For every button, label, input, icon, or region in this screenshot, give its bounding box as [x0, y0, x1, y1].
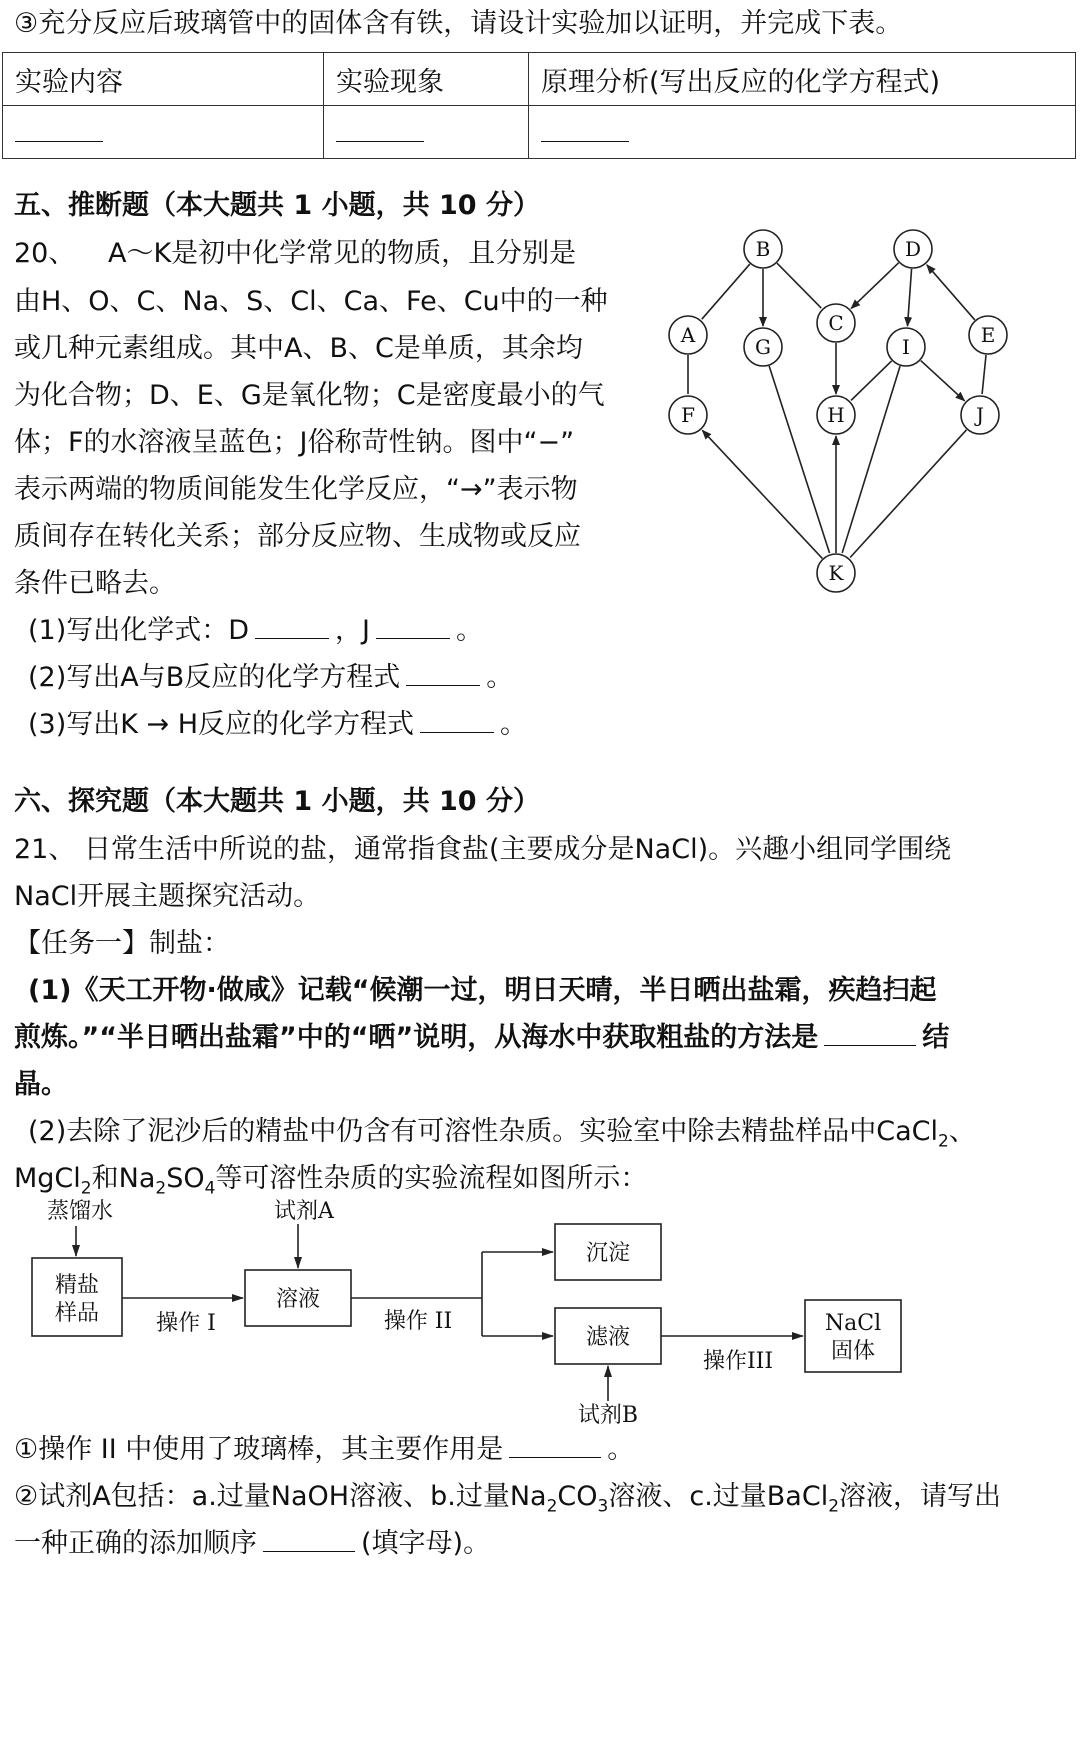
- table-row: [3, 106, 1076, 159]
- sample-label: 精盐: [54, 1273, 100, 1298]
- conversion-arrow: [927, 265, 975, 320]
- reaction-line: [982, 355, 986, 394]
- filtrate-label: 滤液: [585, 1325, 631, 1350]
- subscript: 2: [546, 1496, 558, 1517]
- section-title: 五、推断题（本大题共 1 小题，共 10 分）: [14, 190, 540, 221]
- sub-question-1: [28, 611, 483, 651]
- question-text-line: [14, 1018, 949, 1058]
- node-label: C: [828, 311, 844, 335]
- table-header-cell: 实验内容: [3, 53, 324, 106]
- period: 。: [607, 1434, 635, 1465]
- question-text: 等可溶性杂质的实验流程如图所示：: [215, 1163, 648, 1194]
- answer-cell[interactable]: [3, 106, 324, 159]
- operation-label: 操作 II: [383, 1309, 453, 1334]
- sub-question-3: [28, 705, 527, 745]
- reagent-label: 试剂B: [577, 1403, 639, 1426]
- reaction-line: [851, 361, 892, 400]
- period: 。: [486, 662, 514, 693]
- conversion-arrow: [851, 263, 898, 309]
- question-text-line: 晶。: [14, 1069, 68, 1100]
- question-text-line: [14, 1430, 634, 1470]
- task-heading: 【任务一】制盐：: [14, 928, 230, 959]
- question-text-line: (1)《天工开物·做咸》记载“候潮一过，明日天晴，半日晒出盐霜，疾趋扫起: [28, 975, 937, 1006]
- node-label: G: [755, 335, 771, 359]
- solution-label: 溶液: [275, 1287, 321, 1312]
- question-text: CO: [557, 1481, 598, 1512]
- section-title: 六、探究题（本大题共 1 小题，共 10 分）: [14, 786, 540, 817]
- answer-blank[interactable]: [509, 1431, 601, 1458]
- question-text: 煎炼。”“半日晒出盐霜”中的“晒”说明，从海水中获取粗盐的方法是: [14, 1022, 819, 1053]
- relationship-diagram: [660, 225, 1070, 595]
- sub-question-text: (3)写出K → H反应的化学方程式: [28, 709, 415, 740]
- reaction-line: [777, 263, 821, 308]
- question-text-line: 由H、O、C、Na、S、Cl、Ca、Fe、Cu中的一种: [14, 286, 608, 317]
- subscript: 2: [938, 1131, 949, 1152]
- node-label: F: [681, 403, 695, 427]
- question-text: 溶液，请写出: [839, 1481, 1002, 1512]
- reagent-label: 试剂A: [274, 1199, 334, 1224]
- question-text-line: 体；F的水溶液呈蓝色；J俗称苛性钠。图中“−”: [14, 427, 575, 458]
- sub-question-2: [28, 658, 513, 698]
- question-text: 结: [922, 1022, 950, 1053]
- question-text: 溶液、c.过量BaCl: [608, 1481, 829, 1512]
- table-header-cell: 实验现象: [324, 53, 529, 106]
- water-label: 蒸馏水: [46, 1199, 114, 1224]
- answer-blank[interactable]: [263, 1525, 355, 1552]
- subscript: 2: [828, 1496, 840, 1517]
- answer-cell[interactable]: [324, 106, 529, 159]
- node-label: D: [904, 237, 922, 261]
- node-label: A: [680, 323, 696, 347]
- table-header-cell: 原理分析(写出反应的化学方程式): [529, 53, 1076, 106]
- subscript: 3: [597, 1496, 609, 1517]
- question-text: MgCl: [14, 1163, 81, 1194]
- operation-label: 操作III: [702, 1349, 774, 1374]
- subscript: 4: [204, 1178, 216, 1199]
- answer-blank[interactable]: [406, 659, 480, 686]
- question-text-line: 21、 日常生活中所说的盐，通常指食盐(主要成分是NaCl)。兴趣小组同学围绕: [14, 834, 952, 865]
- node-label: J: [975, 403, 985, 427]
- question-text: ②试剂A包括：a.过量NaOH溶液、b.过量Na: [14, 1481, 547, 1512]
- table-header-row: [3, 53, 1076, 106]
- answer-blank[interactable]: [541, 115, 629, 142]
- question-text: (2)去除了泥沙后的精盐中仍含有可溶性杂质。实验室中除去精盐样品中CaCl: [28, 1116, 938, 1147]
- experiment-table: [2, 52, 1076, 159]
- reaction-line: [702, 264, 750, 319]
- sub-question-text: (1)写出化学式：D: [28, 615, 250, 646]
- operation-label: 操作 I: [156, 1311, 216, 1336]
- reaction-line: [850, 430, 966, 558]
- answer-blank[interactable]: [255, 612, 329, 639]
- question-text: 、: [948, 1116, 976, 1147]
- precipitate-label: 沉淀: [585, 1241, 631, 1266]
- sub-question-text: ，J: [335, 615, 371, 646]
- question-text: SO: [166, 1163, 205, 1194]
- question-text-line: 为化合物；D、E、G是氧化物；C是密度最小的气: [14, 380, 605, 411]
- question-text-line: 条件已略去。: [14, 568, 176, 599]
- question-text: ①操作 II 中使用了玻璃棒，其主要作用是: [14, 1434, 504, 1465]
- node-label: I: [902, 335, 910, 359]
- question-text: 一种正确的添加顺序: [14, 1528, 257, 1559]
- purification-flowchart: [0, 1196, 1080, 1426]
- node-label: K: [828, 561, 844, 585]
- subscript: 2: [80, 1178, 92, 1199]
- question-number: 20、: [14, 238, 76, 269]
- conversion-arrow: [921, 361, 965, 401]
- sub-question-text: (2)写出A与B反应的化学方程式: [28, 662, 401, 693]
- nacl-label: NaCl: [824, 1311, 882, 1336]
- answer-cell[interactable]: [529, 106, 1076, 159]
- question-text-line: 表示两端的物质间能发生化学反应，“→”表示物: [14, 474, 578, 505]
- question-text: (填字母)。: [361, 1528, 491, 1559]
- reaction-line: [769, 366, 829, 553]
- answer-blank[interactable]: [376, 612, 450, 639]
- subscript: 2: [155, 1178, 167, 1199]
- node-label: E: [980, 323, 996, 347]
- answer-blank[interactable]: [824, 1019, 916, 1046]
- period: 。: [500, 709, 528, 740]
- conversion-arrow: [907, 269, 911, 326]
- question-text-line: 质间存在转化关系；部分反应物、生成物或反应: [14, 521, 581, 552]
- question-text-line: ③充分反应后玻璃管中的固体含有铁，请设计实验加以证明，并完成下表。: [14, 8, 903, 39]
- answer-blank[interactable]: [15, 115, 103, 142]
- question-text: 和Na: [91, 1163, 156, 1194]
- node-label: B: [755, 237, 771, 261]
- question-text-line: [14, 1524, 490, 1564]
- nacl-label: 固体: [830, 1339, 876, 1364]
- question-text-line: A～K是初中化学常见的物质，且分别是: [108, 238, 577, 269]
- sample-label: 样品: [54, 1301, 100, 1326]
- node-label: H: [827, 403, 845, 427]
- answer-blank[interactable]: [336, 115, 424, 142]
- question-text-line: [14, 1477, 1001, 1526]
- question-text-line: 或几种元素组成。其中A、B、C是单质，其余均: [14, 333, 583, 364]
- question-text-line: NaCl开展主题探究活动。: [14, 881, 321, 912]
- conversion-arrow: [702, 430, 822, 558]
- question-text-line: [28, 1112, 976, 1161]
- period: 。: [456, 615, 484, 646]
- answer-blank[interactable]: [420, 706, 494, 733]
- reaction-line: [842, 366, 900, 553]
